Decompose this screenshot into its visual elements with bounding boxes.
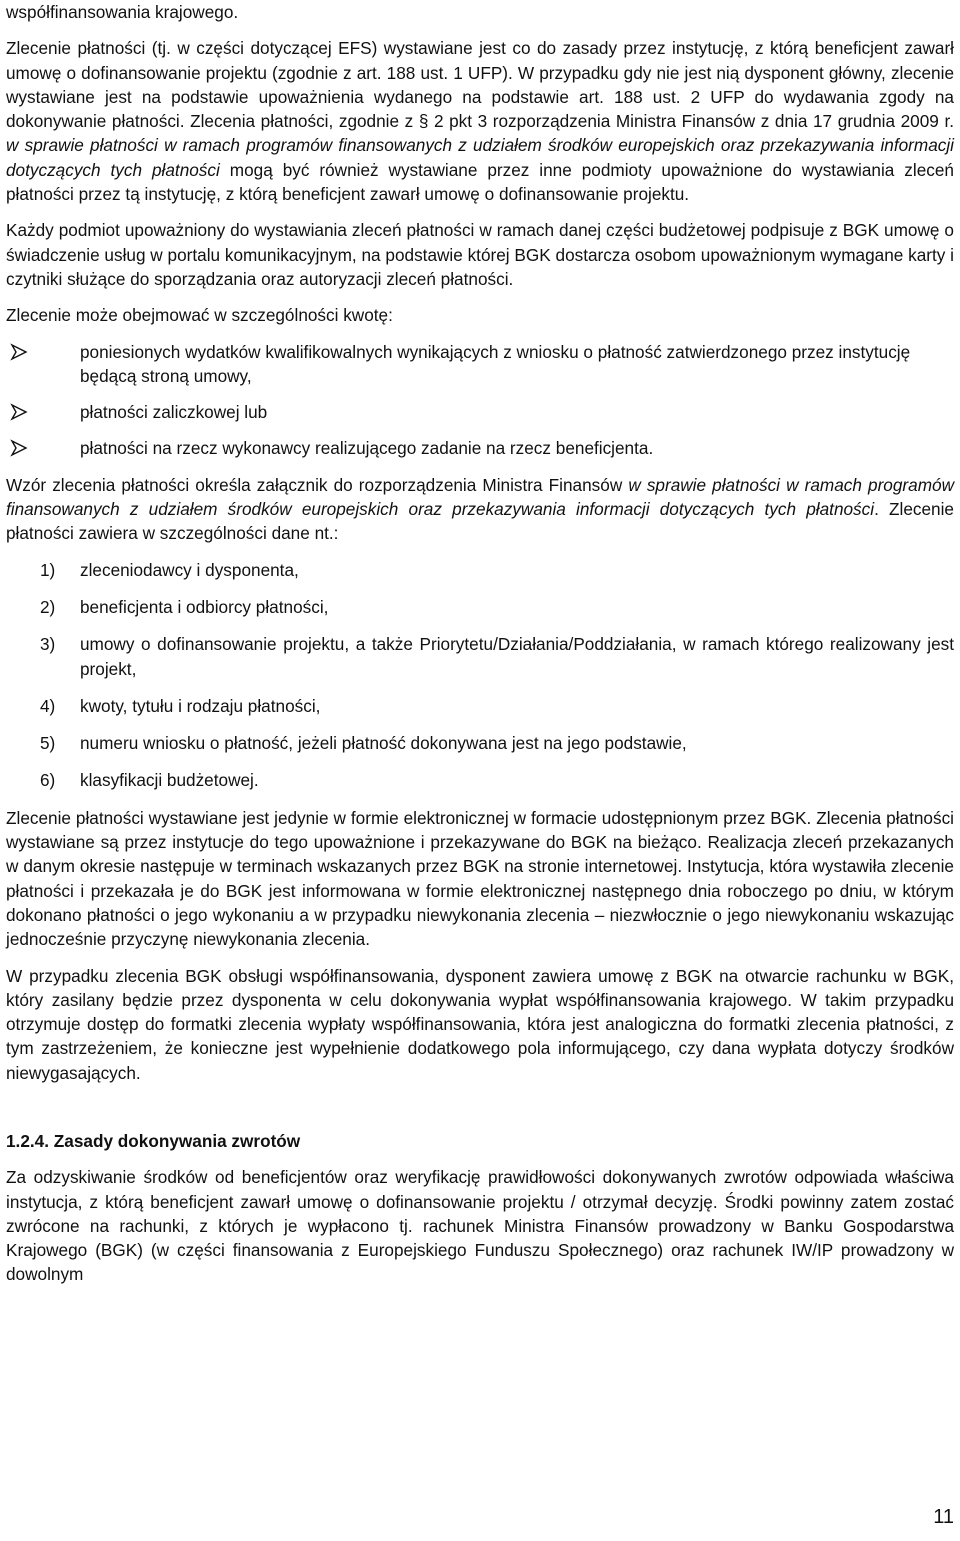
arrowhead-bullet-icon [10,343,28,361]
paragraph-authorized-entity: Każdy podmiot upoważniony do wystawiania zleceń płatności w ramach danej części budżetowej podpisuje z BGK umowę o świadczenie usług w portalu komunikacyjnym, na podstawie której BGK dostarcza osobom upoważnionym wymagane karty i czytniki służące do sporządzania oraz autoryzacji zleceń płatności. [6,220,954,289]
list-item-text: umowy o dofinansowanie projektu, a także Priorytetu/Działania/Poddziałania, w ramach którego realizowany jest projekt, [80,634,954,679]
list-item-text: zleceniodawcy i dysponenta, [80,559,299,580]
list-item [6,694,954,718]
italic-regulation-title: w sprawie płatności w ramach programów finansowanych z udziałem środków europejskich oraz przekazywania informacji dotyczących tych płatności [6,474,954,520]
list-item [6,731,954,755]
list-item [6,595,954,619]
list-number: 2) [40,596,56,617]
section-heading: 1.2.4. Zasady dokonywania zwrotów [6,1130,301,1151]
arrowhead-bullet-icon [10,439,28,457]
list-item-text: numeru wniosku o płatność, jeżeli płatność dokonywana jest na jego podstawie, [80,733,687,754]
arrowhead-bullet-icon [10,403,28,421]
list-number: 4) [40,695,56,716]
paragraph-continuation: współfinansowania krajowego. [6,2,239,22]
text-run: mogą być również wystawiane przez inne podmioty upoważnione do wystawiania zleceń płatności przez tą instytucję, z którą beneficjent zawarł umowę o dofinansowanie projektu. [6,159,954,205]
list-number: 3) [40,634,56,655]
paragraph-amount-intro: Zlecenie może obejmować w szczególności kwotę: [6,305,393,326]
paragraph-refunds: Za odzyskiwanie środków od beneficjentów oraz weryfikację prawidłowości dokonywanych zwrotów odpowiada właściwa instytucja, z którą beneficjent zawarł umowę o dofinansowanie projektu / otrzymał decyzję. Środki powinny zatem zostać zwrócone na rachunki, z których je wypłacono tj. rachunek Ministra Finansów prowadzony w Banku Gospodarstwa Krajowego (BGK) (w części finansowania z Europejskiego Funduszu Społecznego) oraz rachunek IW/IP prowadzony w dowolnym [6,1167,954,1285]
text-run: Wzór zlecenia płatności określa załącznik do rozporządzenia Ministra Finansów [6,474,629,495]
list-number: 6) [40,770,56,791]
list-item-text: poniesionych wydatków kwalifikowalnych wynikających z wniosku o płatność zatwierdzonego przez instytucję będącą stroną umowy, [80,341,911,386]
text-run: Zlecenie płatności (tj. w części dotyczącej EFS) wystawiane jest co do zasady przez instytucję, z którą beneficjent zawarł umowę o dofinansowanie projektu (zgodnie z art. 188 ust. 1 UFP). W przypadku gdy nie jest nią dysponent główny, zlecenie wystawiane jest na podstawie upoważnienia wydanego na podstawie art. 188 ust. 2 UFP do wydawania zgody na dokonywanie płatności. Zlecenia płatności, zgodnie z § 2 pkt 3 rozporządzenia Ministra Finansów z dnia 17 grudnia 2009 r. [6,38,954,132]
text-run: . Zlecenie płatności zawiera w szczególności dane nt.: [6,499,954,544]
paragraph-template [6,473,954,546]
list-item [6,558,954,582]
bullet-list [6,340,954,461]
list-item-text: beneficjenta i odbiorcy płatności, [80,596,329,617]
numbered-list [6,558,954,793]
list-number: 1) [40,559,56,580]
list-item-text: płatności zaliczkowej lub [80,402,268,423]
italic-regulation-title: w sprawie płatności w ramach programów finansowanych z udziałem środków europejskich oraz przekazywania informacji dotyczących tych płatności [6,135,954,180]
list-number: 5) [40,733,56,754]
list-item-text: kwoty, tytułu i rodzaju płatności, [80,695,321,716]
paragraph-cofinancing: W przypadku zlecenia BGK obsługi współfinansowania, dysponent zawiera umowę z BGK na otwarcie rachunku w BGK, który zasilany będzie przez dysponenta w celu dokonywania wypłat współfinansowania krajowego. W takim przypadku otrzymuje dostęp do formatki zlecenia wypłaty współfinansowania, która jest analogiczna do formatki zlecenia płatności, z tym zastrzeżeniem, że konieczne jest wypełnienie dodatkowego pola informującego, czy dana wypłata dotyczy środków niewygasających. [6,965,954,1083]
list-item [6,768,954,792]
list-item [6,436,954,460]
list-item [6,340,954,389]
list-item-text: płatności na rzecz wykonawcy realizującego zadanie na rzecz beneficjenta. [80,438,654,459]
list-item [6,632,954,681]
paragraph-electronic-form: Zlecenie płatności wystawiane jest jedynie w formie elektronicznej w formacie udostępnionym przez BGK. Zlecenia płatności wystawiane są przez instytucje do tego upoważnione i przekazywane do BGK na bieżąco. Realizacja zleceń przekazanych w danym okresie następuje w terminach wskazanych przez BGK na stronie internetowej. Instytucja, która wystawiła zlecenie płatności i przekazała je do BGK jest informowana w formie elektronicznej następnego dnia roboczego po dniu, w którym dokonano płatności o jego wykonaniu a w przypadku niewykonania zlecenia – niezwłocznie o jego niewykonaniu wskazując jednocześnie przyczynę niewykonania zlecenia. [6,807,954,950]
list-item-text: klasyfikacji budżetowej. [80,770,259,791]
paragraph-payment-order [6,36,954,206]
page-number: 11 [933,1506,954,1528]
list-item [6,400,954,424]
